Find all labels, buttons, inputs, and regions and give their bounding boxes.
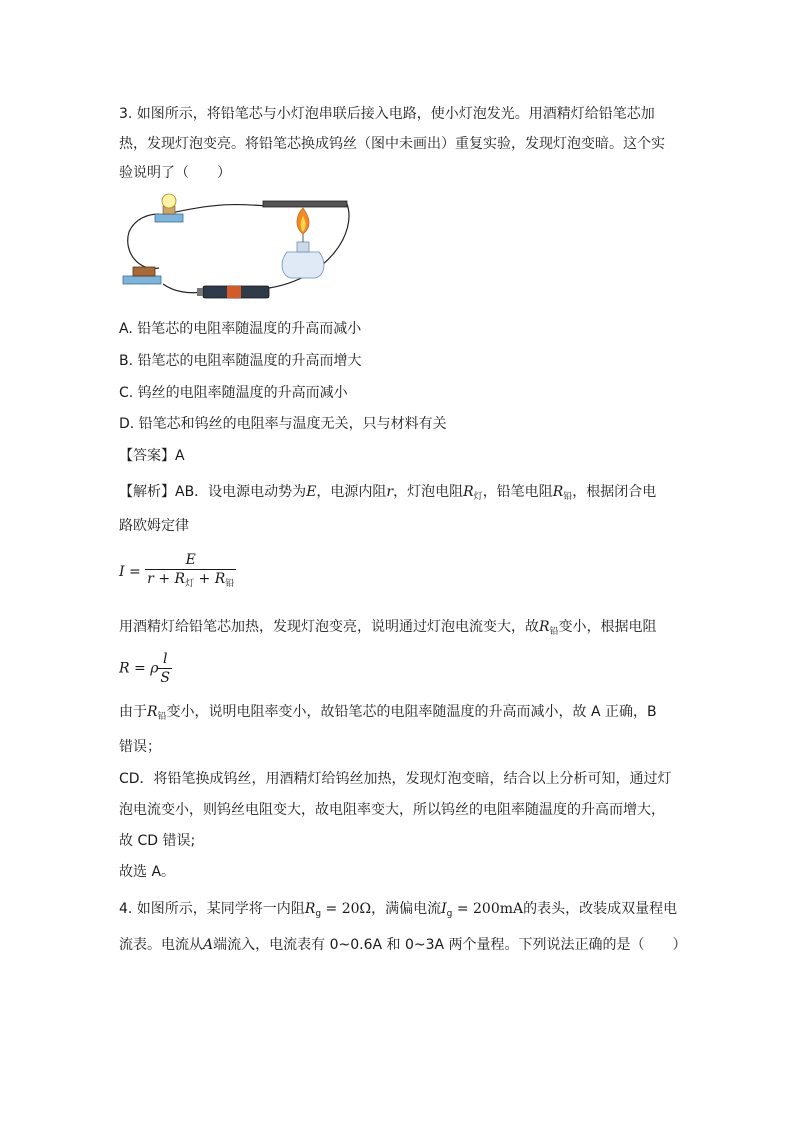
circuit-diagram-figure [119,192,359,304]
analysis-line-4: 由于$R_铅$变小，说明电阻率变小，故铅笔芯的电阻率随温度的升高而减小，故 A 正确，B [119,704,657,722]
analysis-line-5: 错误； [119,739,161,755]
option-c: C. 钨丝的电阻率随温度的升高而减小 [119,385,348,401]
option-b: B. 铅笔芯的电阻率随温度的升高而增大 [119,353,362,369]
q3-answer: 【答案】A [119,448,185,464]
math-meter-resistance: $R_g$ [304,901,322,919]
analysis-line-3: 用酒精灯给铅笔芯加热，发现灯泡变亮，说明通过灯泡电流变大，故$R_铅$变小，根据电阻 [119,619,657,637]
math-internal-resistance: r [386,484,394,500]
analysis-text: 【解析】AB．设电源电动势为 [119,484,307,500]
math-bulb-resistance: $R_灯$ [463,484,483,502]
alcohol-lamp-icon [282,208,324,278]
formula-resistivity: R = ρ $\frac{l}{S}$ [119,651,171,686]
q3-stem-line-2: 热，发现灯泡变亮。将铅笔芯换成钨丝（图中未画出）重复实验，发现灯泡变暗。这个实 [119,136,665,152]
analysis-line-2: 路欧姆定律 [119,518,189,534]
option-a: A. 铅笔芯的电阻率随温度的升高而减小 [119,321,362,337]
analysis-text: ，电源内阻 [316,484,387,500]
battery-icon [197,286,269,298]
math-terminal-a: A [203,937,214,953]
analysis-line-6: CD．将铅笔换成钨丝，用酒精灯给钨丝加热，发现灯泡变暗，结合以上分析可知，通过灯 [119,771,672,787]
math-emf: E [306,484,317,500]
analysis-line-1 [119,482,656,507]
analysis-line-9: 故选 A。 [119,864,176,880]
analysis-line-7: 泡电流变小，则钨丝电阻变大，故电阻率变大，所以钨丝的电阻率随温度的升高而增大， [119,802,665,818]
switch-icon [123,267,161,284]
analysis-text: ，灯泡电阻 [393,484,464,500]
formula-ohm-closed-circuit: I = $\frac{E}{r + R_灯 + R_铅}$ [119,551,236,593]
formula-fraction: $\frac{E}{r + R_灯 + R_铅}$ [147,552,235,589]
bulb-icon [155,194,183,222]
analysis-line-8: 故 CD 错误; [119,833,196,849]
analysis-text: ，铅笔电阻 [482,484,553,500]
q4-stem-line-2: 流表。电流从A端流入，电流表有 0~0.6A 和 0~3A 两个量程。下列说法正确的是（ ） [119,937,687,953]
formula-fraction: $\frac{l}{S}$ [160,651,171,686]
math-pencil-resistance: $R_铅$ [552,484,573,502]
pencil-lead-icon [263,201,347,207]
math-full-scale-current: $I_g$ [441,901,453,919]
analysis-text: ，根据闭合电 [572,484,657,500]
q3-stem-line-1: 3. 如图所示，将铅笔芯与小灯泡串联后接入电路，使小灯泡发光。用酒精灯给铅笔芯加 [119,106,655,122]
option-d: D. 铅笔芯和钨丝的电阻率与温度无关，只与材料有关 [119,416,447,432]
math-pencil-resistance: $R_铅$ [539,619,559,637]
q4-stem-line-1: 4. 如图所示，某同学将一内阻$R_g = 20\Omega$，满偏电流$I_g = 200mA$的表头，改装成双量程电 [119,901,678,919]
math-pencil-resistance: $R_铅$ [147,704,167,722]
q3-stem-line-3: 验说明了（ ） [119,165,231,181]
